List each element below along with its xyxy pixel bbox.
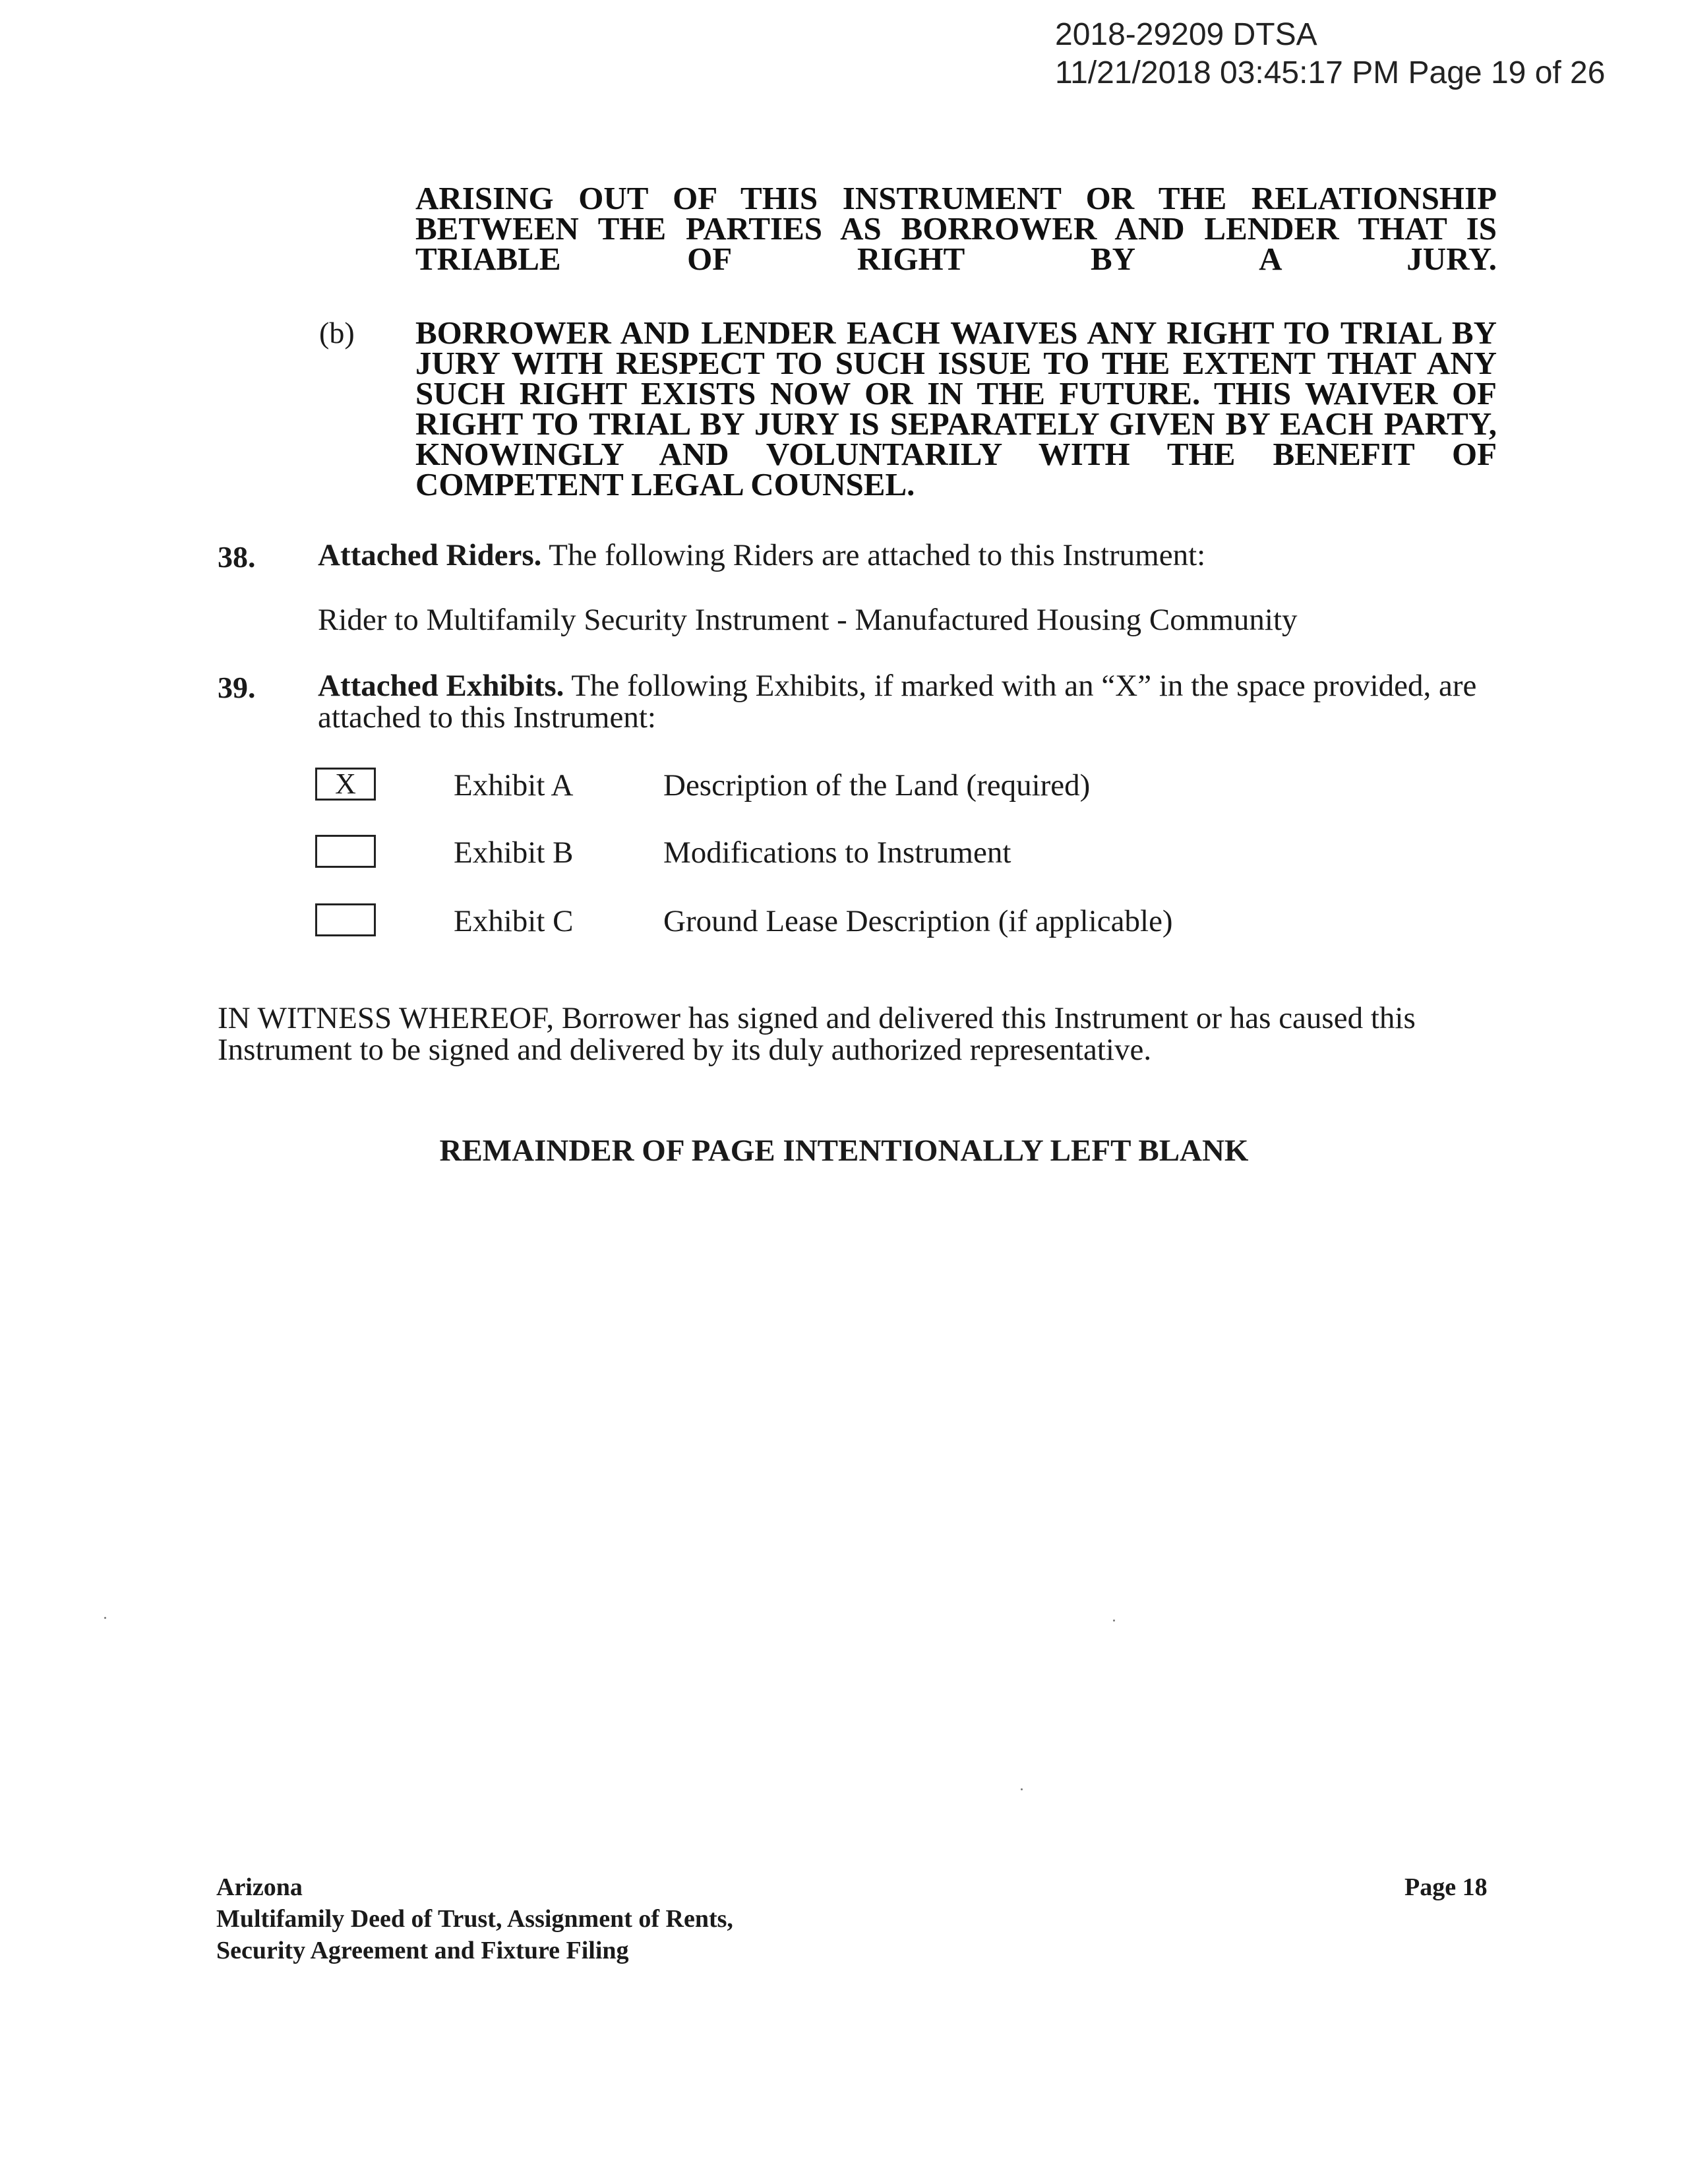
section-39-text: The following Exhibits, if marked with an “X” in the space provided, are attached to this Instrument: — [318, 669, 1477, 735]
section-38-heading: Attached Riders. — [318, 538, 542, 572]
exhibit-a-description: Description of the Land (required) — [663, 768, 1091, 803]
subsection-b-text: BORROWER AND LENDER EACH WAIVES ANY RIGHT TO TRIAL BY JURY WITH RESPECT TO SUCH ISSUE TO THE EXTENT THAT ANY SUCH RIGHT EXISTS NOW OR IN THE FUTURE. THIS WAIVER OF RIGHT TO TRIAL BY JURY IS SEPARATELY GIVEN BY EACH PARTY, KNOWINGLY AND VOLUNTARILY WITH THE BENEFIT OF COMPETENT LEGAL COUNSEL. — [415, 315, 1497, 502]
scan-speck — [104, 1617, 106, 1619]
scan-speck — [1113, 1620, 1115, 1622]
footer-state: Arizona — [216, 1873, 303, 1901]
section-38-paragraph — [318, 539, 1505, 571]
exhibit-c-checkbox[interactable] — [315, 903, 376, 936]
waiver-continuation-text: ARISING OUT OF THIS INSTRUMENT OR THE RELATIONSHIP BETWEEN THE PARTIES AS BORROWER AND LENDER THAT IS TRIABLE OF RIGHT BY A JURY. — [415, 180, 1497, 277]
witness-clause: IN WITNESS WHEREOF, Borrower has signed and delivered this Instrument or has caused this Instrument to be signed and delivered by its duly authorized representative. — [218, 1001, 1416, 1067]
exhibit-c-name: Exhibit C — [454, 904, 574, 938]
exhibit-a-checkbox[interactable]: X — [315, 768, 376, 801]
section-38-text: The following Riders are attached to this Instrument: — [541, 538, 1206, 572]
footer-document-title — [216, 1871, 1073, 1966]
footer-page-number: Page 18 — [1404, 1873, 1488, 1901]
rider-item: Rider to Multifamily Security Instrument - Manufactured Housing Community — [318, 603, 1298, 637]
footer-title-line-2: Security Agreement and Fixture Filing — [216, 1937, 629, 1964]
exhibit-b-name: Exhibit B — [454, 835, 574, 870]
section-39-paragraph — [318, 670, 1505, 733]
remainder-blank-notice: REMAINDER OF PAGE INTENTIONALLY LEFT BLANK — [439, 1134, 1249, 1168]
recording-date-page: 11/21/2018 03:45:17 PM Page 19 of 26 — [1055, 55, 1606, 90]
scan-speck — [1021, 1788, 1023, 1790]
exhibit-b-checkbox[interactable] — [315, 835, 376, 868]
exhibit-a-name: Exhibit A — [454, 768, 574, 803]
recording-doc-number: 2018-29209 DTSA — [1055, 17, 1317, 52]
footer-title-line-1: Multifamily Deed of Trust, Assignment of Rents, — [216, 1905, 733, 1933]
exhibit-b-description: Modifications to Instrument — [663, 835, 1011, 870]
section-38-number: 38. — [218, 540, 256, 574]
section-39-number: 39. — [218, 671, 256, 704]
subsection-b-label: (b) — [319, 316, 355, 349]
recording-stamp — [1055, 16, 1622, 92]
exhibit-c-description: Ground Lease Description (if applicable) — [663, 904, 1173, 938]
section-39-heading: Attached Exhibits. — [318, 669, 564, 703]
